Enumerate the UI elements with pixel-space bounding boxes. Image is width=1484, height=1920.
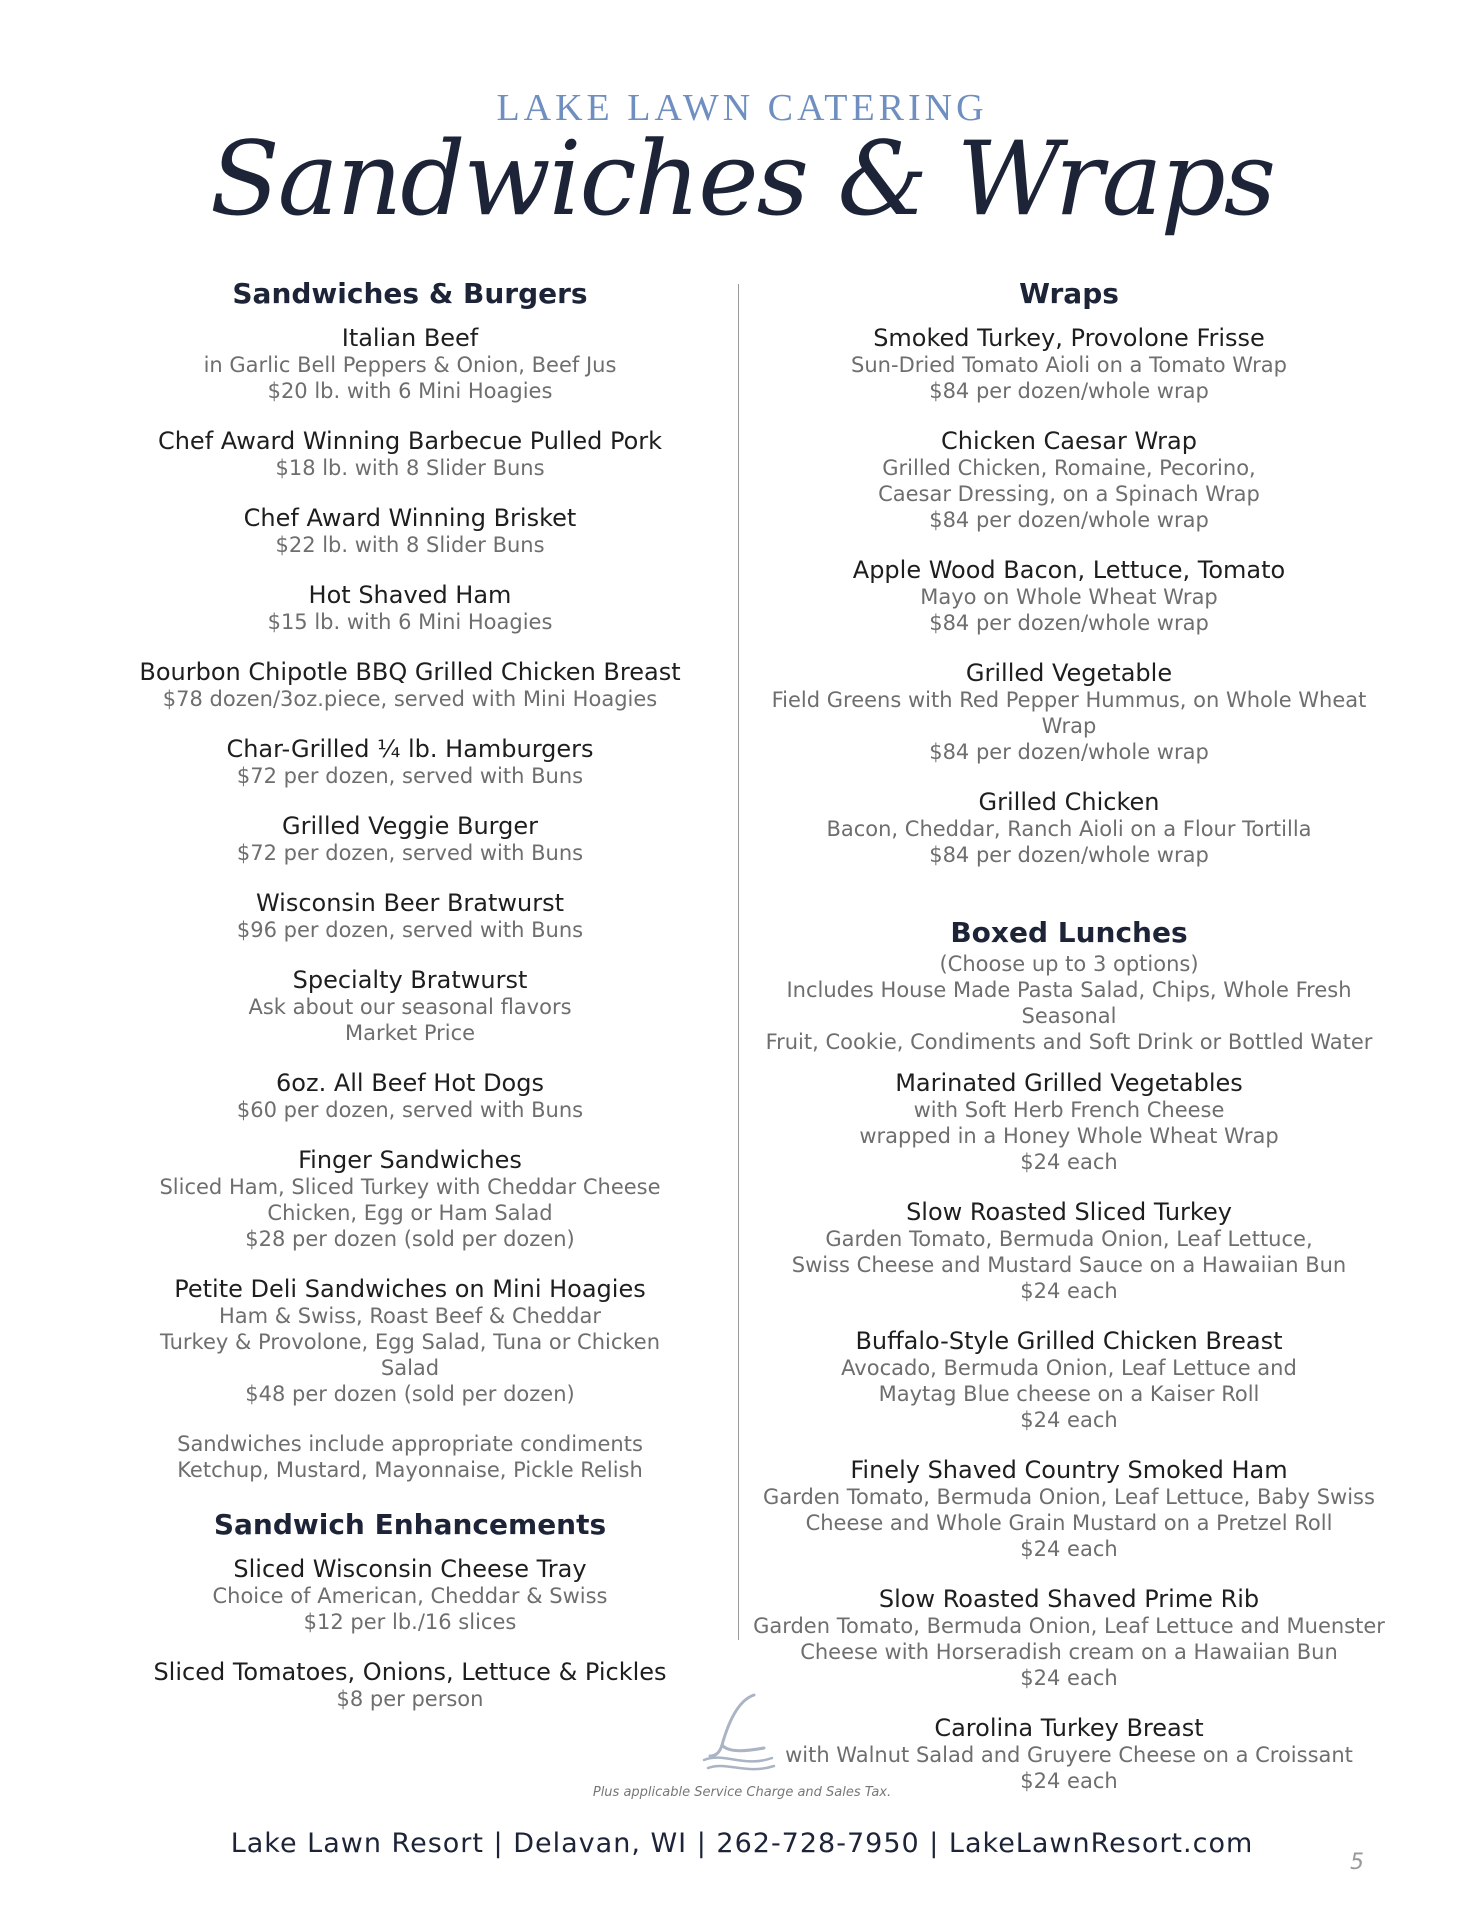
menu-list <box>130 324 690 1407</box>
menu-item-detail: in Garlic Bell Peppers & Onion, Beef Jus <box>203 353 617 377</box>
menu-item-detail: $28 per dozen (sold per dozen) <box>245 1227 575 1251</box>
menu-item-name: Sliced Tomatoes, Onions, Lettuce & Pickles <box>153 1658 667 1686</box>
menu-item <box>130 658 690 712</box>
menu-item-detail: Sliced Ham, Sliced Turkey with Cheddar Cheese <box>159 1175 661 1199</box>
section-enhancements <box>130 1507 690 1712</box>
menu-item-detail: $22 lb. with 8 Slider Buns <box>275 533 545 557</box>
menu-item-detail: Garden Tomato, Bermuda Onion, Leaf Lettuce and Muenster <box>753 1614 1385 1638</box>
menu-item-detail: Avocado, Bermuda Onion, Leaf Lettuce and <box>841 1356 1297 1380</box>
left-column <box>130 276 690 1735</box>
menu-item <box>746 427 1392 533</box>
menu-item-name: Wisconsin Beer Bratwurst <box>255 889 565 917</box>
menu-item <box>130 427 690 481</box>
menu-item-detail: Garden Tomato, Bermuda Onion, Leaf Lettuce, Baby Swiss <box>763 1485 1375 1509</box>
menu-item-name: Finely Shaved Country Smoked Ham <box>850 1456 1288 1484</box>
intro-line: Fruit, Cookie, Condiments and Soft Drink or Bottled Water <box>765 1030 1373 1054</box>
menu-item-detail: Sun-Dried Tomato Aioli on a Tomato Wrap <box>851 353 1287 377</box>
menu-item-name: 6oz. All Beef Hot Dogs <box>276 1069 544 1097</box>
menu-item-detail: with Walnut Salad and Gruyere Cheese on a Croissant <box>785 1743 1353 1767</box>
menu-item-detail: Mayo on Whole Wheat Wrap <box>920 585 1218 609</box>
menu-item-detail: $60 per dozen, served with Buns <box>236 1098 584 1122</box>
menu-item-detail: wrapped in a Honey Whole Wheat Wrap <box>859 1124 1279 1148</box>
menu-item <box>746 1714 1392 1794</box>
menu-item-name: Buffalo-Style Grilled Chicken Breast <box>855 1327 1283 1355</box>
boxed-intro <box>746 951 1392 1055</box>
section-heading: Sandwich Enhancements <box>213 1508 607 1541</box>
resort-logo-icon <box>694 1690 784 1780</box>
menu-item <box>130 1555 690 1635</box>
menu-item-name: Sliced Wisconsin Cheese Tray <box>233 1555 587 1583</box>
note-line: Ketchup, Mustard, Mayonnaise, Pickle Relish <box>177 1458 643 1482</box>
menu-item-detail: $72 per dozen, served with Buns <box>236 764 584 788</box>
menu-item <box>130 1275 690 1407</box>
menu-item-detail: Field Greens with Red Pepper Hummus, on Whole Wheat Wrap <box>771 688 1367 738</box>
menu-item <box>130 812 690 866</box>
menu-item-detail: $20 lb. with 6 Mini Hoagies <box>267 379 553 403</box>
menu-item-name: Grilled Vegetable <box>965 659 1173 687</box>
menu-item-name: Char-Grilled ¼ lb. Hamburgers <box>226 735 594 763</box>
menu-item-detail: Ham & Swiss, Roast Beef & Cheddar <box>218 1304 602 1328</box>
menu-item-detail: $78 dozen/3oz.piece, served with Mini Hoagies <box>162 687 658 711</box>
menu-item-name: Hot Shaved Ham <box>308 581 512 609</box>
menu-item <box>746 1327 1392 1433</box>
menu-item-detail: Grilled Chicken, Romaine, Pecorino, <box>882 456 1256 480</box>
menu-item <box>746 1069 1392 1175</box>
menu-item <box>746 1198 1392 1304</box>
tax-disclaimer: Plus applicable Service Charge and Sales Tax. <box>592 1785 892 1800</box>
menu-item-detail: $84 per dozen/whole wrap <box>929 379 1209 403</box>
menu-list <box>130 1555 690 1712</box>
menu-item-detail: $24 each <box>1020 1666 1118 1690</box>
menu-item <box>746 324 1392 404</box>
section-heading: Wraps <box>1019 277 1119 310</box>
menu-item <box>746 659 1392 765</box>
menu-item <box>130 735 690 789</box>
menu-item <box>130 966 690 1046</box>
menu-item-detail: Cheese and Whole Grain Mustard on a Pretzel Roll <box>805 1511 1333 1535</box>
brand-title: LAKE LAWN CATERING <box>496 87 988 129</box>
note-line: Sandwiches include appropriate condiments <box>177 1432 643 1456</box>
menu-item-detail: Chicken, Egg or Ham Salad <box>267 1201 553 1225</box>
right-column <box>746 276 1392 1817</box>
menu-item <box>130 1658 690 1712</box>
menu-item-detail: $48 per dozen (sold per dozen) <box>245 1382 575 1406</box>
menu-item <box>130 1146 690 1252</box>
menu-list <box>746 324 1392 868</box>
menu-item-name: Carolina Turkey Breast <box>934 1714 1204 1742</box>
menu-item-detail: $24 each <box>1020 1279 1118 1303</box>
menu-item-name: Finger Sandwiches <box>298 1146 522 1174</box>
menu-item <box>746 556 1392 636</box>
section-wraps <box>746 276 1392 868</box>
menu-list <box>746 1069 1392 1794</box>
menu-item-name: Bourbon Chipotle BBQ Grilled Chicken Breast <box>139 658 681 686</box>
menu-item-detail: $12 per lb./16 slices <box>303 1610 517 1634</box>
menu-item-detail: Caesar Dressing, on a Spinach Wrap <box>878 482 1260 506</box>
menu-item-name: Chef Award Winning Barbecue Pulled Pork <box>157 427 663 455</box>
menu-item-name: Grilled Veggie Burger <box>282 812 538 840</box>
menu-item-detail: with Soft Herb French Cheese <box>913 1098 1225 1122</box>
menu-item-detail: Market Price <box>344 1021 476 1045</box>
menu-item-name: Slow Roasted Sliced Turkey <box>906 1198 1232 1226</box>
menu-item-name: Apple Wood Bacon, Lettuce, Tomato <box>852 556 1286 584</box>
section-boxed-lunches <box>746 915 1392 1794</box>
column-divider <box>738 284 739 1640</box>
menu-item <box>746 1585 1392 1691</box>
menu-item <box>130 324 690 404</box>
menu-item-detail: Garden Tomato, Bermuda Onion, Leaf Lettuce, <box>825 1227 1313 1251</box>
menu-item <box>130 889 690 943</box>
menu-item-name: Marinated Grilled Vegetables <box>895 1069 1243 1097</box>
menu-item-name: Chicken Caesar Wrap <box>941 427 1197 455</box>
menu-item-detail: $18 lb. with 8 Slider Buns <box>275 456 545 480</box>
menu-item-detail: Turkey & Provolone, Egg Salad, Tuna or Chicken Salad <box>159 1330 661 1380</box>
menu-item-detail: Maytag Blue cheese on a Kaiser Roll <box>878 1382 1260 1406</box>
menu-item-detail: $84 per dozen/whole wrap <box>929 508 1209 532</box>
condiments-note <box>130 1431 690 1483</box>
menu-item <box>130 504 690 558</box>
menu-item <box>130 1069 690 1123</box>
contact-footer: Lake Lawn Resort | Delavan, WI | 262-728-7950 | LakeLawnResort.com <box>230 1828 1254 1859</box>
menu-item-detail: Swiss Cheese and Mustard Sauce on a Hawaiian Bun <box>791 1253 1347 1277</box>
menu-item-detail: $96 per dozen, served with Buns <box>236 918 584 942</box>
menu-item <box>130 581 690 635</box>
menu-item-detail: $24 each <box>1020 1150 1118 1174</box>
menu-item-name: Chef Award Winning Brisket <box>243 504 577 532</box>
menu-item-name: Petite Deli Sandwiches on Mini Hoagies <box>174 1275 646 1303</box>
menu-item-detail: Cheese with Horseradish cream on a Hawaiian Bun <box>800 1640 1338 1664</box>
page-number: 5 <box>1350 1850 1364 1875</box>
menu-item-name: Smoked Turkey, Provolone Frisse <box>873 324 1265 352</box>
menu-item-name: Slow Roasted Shaved Prime Rib <box>878 1585 1260 1613</box>
menu-item <box>746 788 1392 868</box>
menu-item-detail: $84 per dozen/whole wrap <box>929 611 1209 635</box>
menu-item-detail: $24 each <box>1020 1537 1118 1561</box>
menu-item-name: Specialty Bratwurst <box>292 966 528 994</box>
menu-item-detail: $84 per dozen/whole wrap <box>929 740 1209 764</box>
menu-item-detail: $15 lb. with 6 Mini Hoagies <box>267 610 553 634</box>
menu-item-detail: $24 each <box>1020 1408 1118 1432</box>
section-sandwiches <box>130 276 690 1483</box>
intro-line: Includes House Made Pasta Salad, Chips, Whole Fresh Seasonal <box>786 978 1352 1028</box>
menu-item-detail: $72 per dozen, served with Buns <box>236 841 584 865</box>
section-heading: Sandwiches & Burgers <box>232 277 588 310</box>
menu-item-name: Italian Beef <box>341 324 479 352</box>
page-title: Sandwiches & Wraps <box>209 120 1275 239</box>
menu-item-detail: Bacon, Cheddar, Ranch Aioli on a Flour Tortilla <box>826 817 1312 841</box>
section-heading: Boxed Lunches <box>950 916 1188 949</box>
menu-item-detail: Choice of American, Cheddar & Swiss <box>212 1584 608 1608</box>
menu-item-detail: $8 per person <box>336 1687 484 1711</box>
menu-item-detail: Ask about our seasonal flavors <box>248 995 572 1019</box>
menu-item-detail: $24 each <box>1020 1769 1118 1793</box>
menu-item <box>746 1456 1392 1562</box>
intro-line: (Choose up to 3 options) <box>939 952 1199 976</box>
menu-item-detail: $84 per dozen/whole wrap <box>929 843 1209 867</box>
menu-item-name: Grilled Chicken <box>978 788 1160 816</box>
